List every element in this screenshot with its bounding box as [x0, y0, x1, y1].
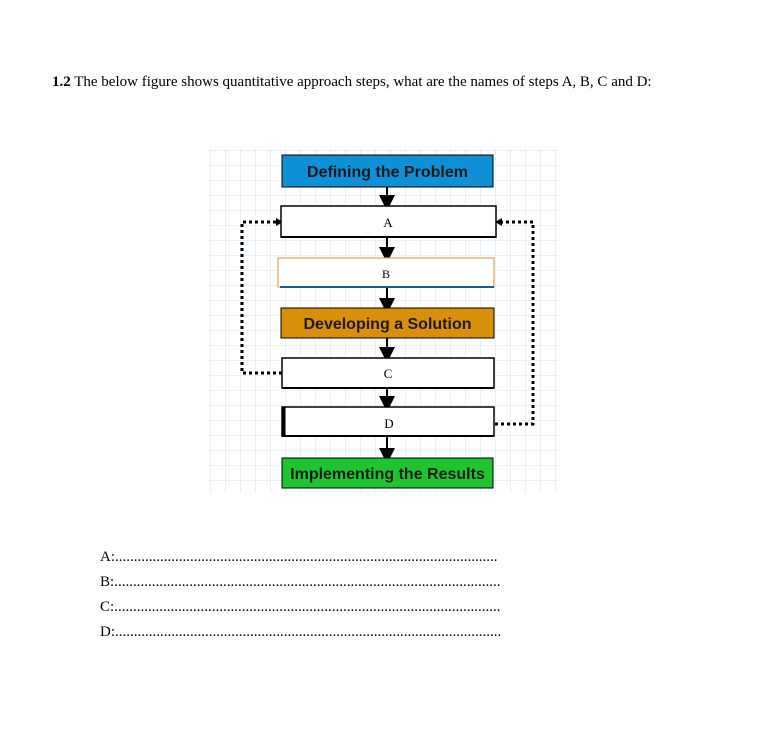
- answer-label: B:: [100, 574, 115, 590]
- step-label: Defining the Problem: [307, 164, 468, 181]
- step-d: [282, 407, 494, 437]
- answer-lines: [100, 545, 600, 645]
- step-a: [281, 206, 496, 237]
- answer-label: C:: [100, 599, 115, 615]
- answer-label: D:: [100, 624, 115, 640]
- step-label: A: [383, 215, 393, 230]
- step-developing-solution: [281, 308, 494, 338]
- answer-dots: .......................................................................................................: [114, 574, 501, 590]
- answer-label: A:: [100, 549, 115, 565]
- question-number: 1.2: [52, 74, 71, 90]
- step-label: B: [381, 267, 391, 281]
- step-label: Developing a Solution: [303, 316, 472, 333]
- answer-dots: .......................................................................................................: [114, 599, 501, 615]
- answer-line-b: [100, 570, 600, 595]
- step-label: Implementing the Results: [290, 466, 485, 483]
- step-c: [282, 358, 494, 388]
- answer-dots: .......................................................................................................: [115, 624, 502, 640]
- step-label: D: [384, 416, 394, 431]
- step-b: [278, 258, 494, 287]
- step-defining-problem: [282, 155, 493, 187]
- step-implementing-results: [282, 458, 493, 488]
- question-body: The below figure shows quantitative approach steps, what are the names of steps A, B, C and D:: [74, 74, 652, 90]
- answer-dots: ......................................................................................................: [115, 549, 498, 565]
- answer-line-d: [100, 620, 600, 645]
- answer-line-c: [100, 595, 600, 620]
- step-label: C: [383, 366, 393, 381]
- answer-line-a: [100, 545, 600, 570]
